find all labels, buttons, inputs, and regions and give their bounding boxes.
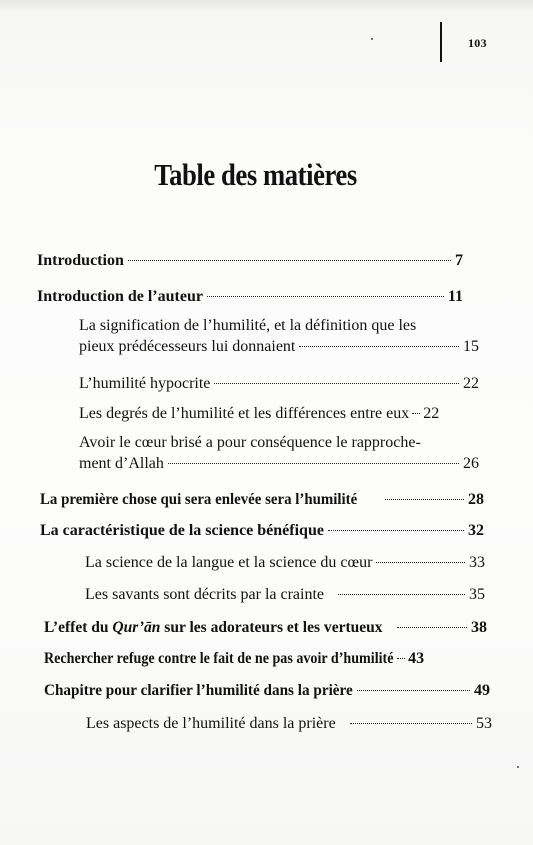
toc-entry <box>44 618 487 638</box>
dot-leader <box>128 260 451 261</box>
dot-leader <box>338 594 465 595</box>
toc-entry-title <box>44 618 383 638</box>
toc-entry-page: 43 <box>408 650 425 667</box>
toc-entry-page: 28 <box>468 491 484 508</box>
toc-entry <box>37 251 463 271</box>
toc-entry <box>79 374 479 394</box>
paper-speck <box>517 766 519 768</box>
toc-entry-title: Introduction de l’auteur <box>37 288 203 305</box>
page-top-shadow <box>0 0 533 14</box>
toc-entry-page: 22 <box>423 405 440 422</box>
dot-leader <box>350 723 472 724</box>
dot-leader <box>412 413 420 414</box>
toc-entry-title: Introduction <box>37 252 124 269</box>
toc-entry-title: Les degrés de l’humilité et les différences entre eux <box>79 405 410 422</box>
toc-entry-title: Chapitre pour clarifier l’humilité dans la prière <box>44 682 353 699</box>
toc-entry-title-italic: Qur’ān <box>112 619 161 636</box>
toc-entry-page: 22 <box>463 375 479 392</box>
toc-entry <box>44 649 487 669</box>
toc-entry-page: 26 <box>463 455 479 472</box>
dot-leader <box>299 346 459 347</box>
dot-leader <box>397 627 467 628</box>
toc-entry-title: Rechercher refuge contre le fait de ne pas avoir d’humilité <box>44 650 394 667</box>
toc-entry <box>40 521 484 541</box>
toc-entry-title: La science de la langue et la science du cœur <box>85 554 373 571</box>
toc-entry <box>40 490 484 510</box>
toc-entry <box>85 553 485 573</box>
dot-leader <box>397 658 405 659</box>
toc-entry-title: Les aspects de l’humilité dans la prière <box>86 715 336 732</box>
dot-leader <box>376 562 465 563</box>
toc-entry <box>79 404 479 424</box>
dot-leader <box>168 463 459 464</box>
toc-entry-page: 38 <box>471 619 487 636</box>
dot-leader <box>214 383 459 384</box>
toc-entry-title-line2: ment d’Allah <box>79 455 164 472</box>
toc-entry-title-line2: pieux prédécesseurs lui donnaient <box>79 338 296 355</box>
toc-entry-page: 32 <box>468 522 484 539</box>
dot-leader <box>357 690 470 691</box>
toc-entry-page: 33 <box>469 554 485 571</box>
toc-entry-page: 7 <box>455 252 463 269</box>
toc-entry-title: L’humilité hypocrite <box>79 375 211 392</box>
toc-entry-title-line1: Avoir le cœur brisé a pour conséquence le rapproche- <box>79 434 421 451</box>
toc-entry <box>85 585 485 605</box>
dot-leader <box>207 296 444 297</box>
toc-entry-page: 35 <box>469 586 485 603</box>
toc-entry-title-line1: La signification de l’humilité, et la définition que les <box>79 317 417 334</box>
toc-entry-title-part: sur les adorateurs et les vertueux <box>160 619 383 636</box>
toc-entry-title: La caractéristique de la science bénéfique <box>40 522 324 539</box>
toc-entry-page: 15 <box>463 338 479 355</box>
toc-entry-page: 53 <box>476 715 492 732</box>
toc-entry <box>37 287 463 307</box>
dot-leader <box>385 499 464 500</box>
paper-speck <box>371 38 373 40</box>
toc-entry <box>79 316 479 357</box>
page-number: 103 <box>468 36 487 50</box>
header-rule <box>440 22 442 62</box>
toc-entry <box>86 714 492 734</box>
toc-entry <box>79 433 479 474</box>
toc-entry-page: 11 <box>447 288 463 305</box>
toc-entry-title: Les savants sont décrits par la crainte <box>85 586 325 603</box>
toc-entry-title: La première chose qui sera enlevée sera l’humilité <box>40 491 358 508</box>
page-title: Table des matières <box>154 157 357 192</box>
toc-entry-title-part: L’effet du <box>44 619 113 636</box>
toc-entry-page: 49 <box>474 682 490 699</box>
dot-leader <box>328 530 464 531</box>
toc-entry <box>44 681 490 701</box>
